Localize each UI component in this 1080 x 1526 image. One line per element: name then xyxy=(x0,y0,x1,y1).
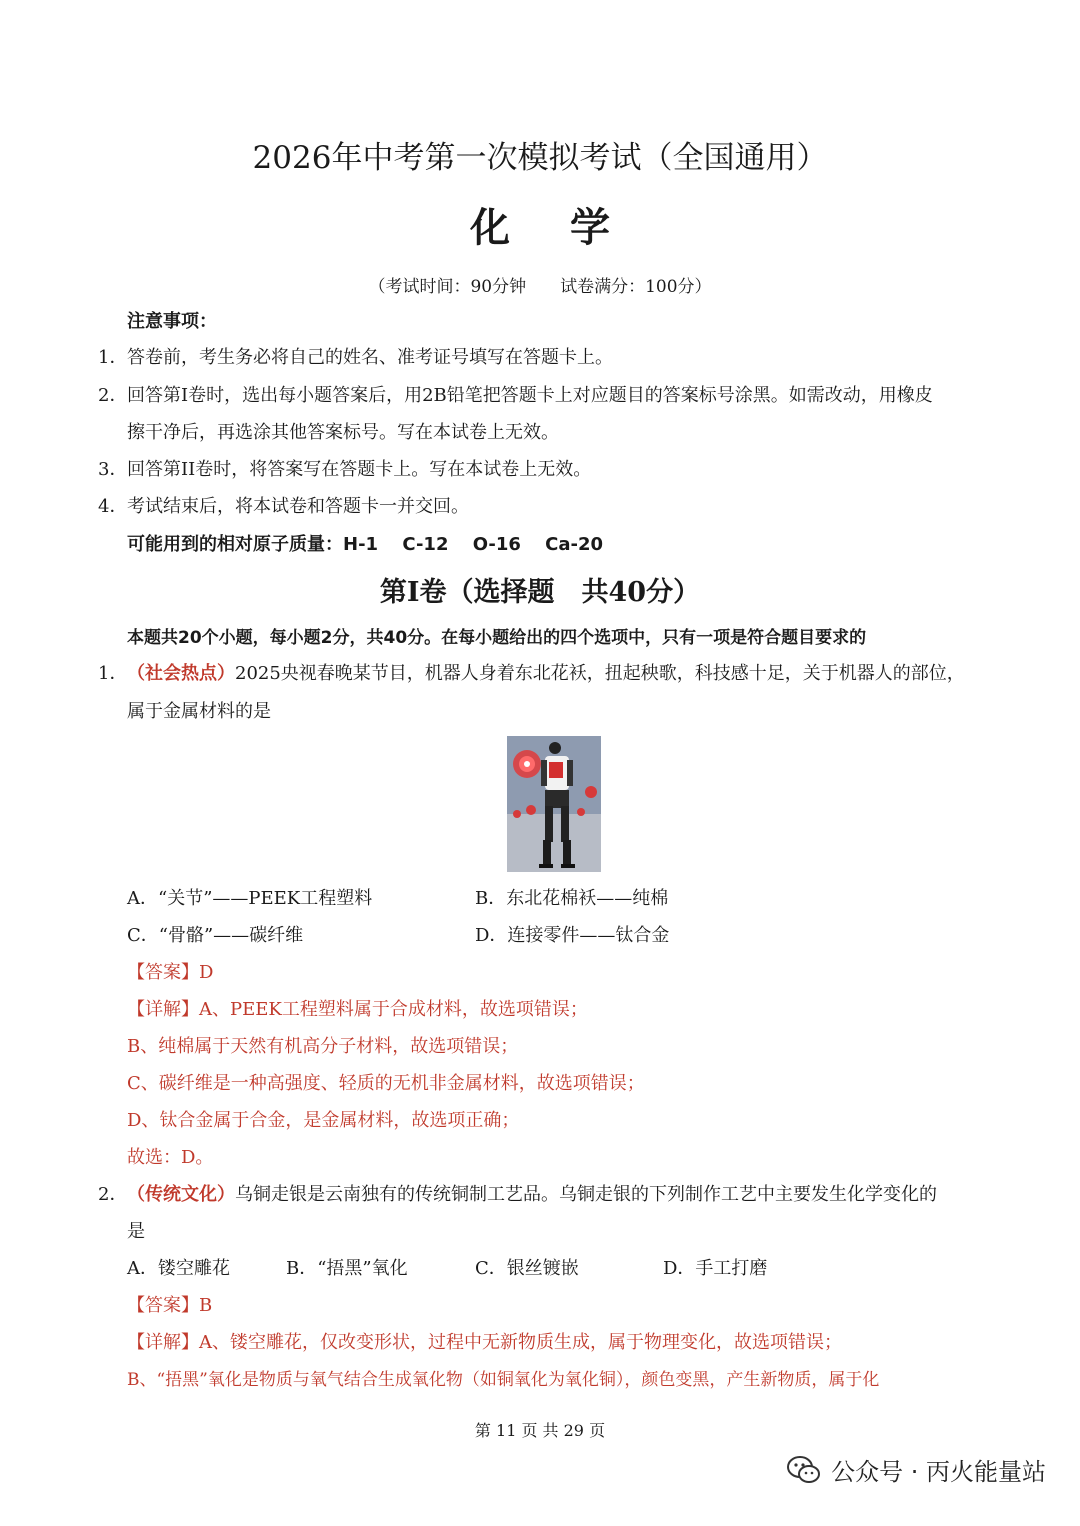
section-title: 第I卷（选择题 共40分） xyxy=(379,577,701,608)
q2-tag: （传统文化） xyxy=(127,1184,235,1205)
q2-option-a: A．镂空雕花 xyxy=(127,1258,230,1279)
q1-option-c: C．“骨骼”——碳纤维 xyxy=(127,925,304,946)
notice-item-2-num: 2． xyxy=(98,385,128,406)
page-number: 第 11 页 共 29 页 xyxy=(474,1421,606,1440)
q1-line-2: 属于金属材料的是 xyxy=(127,701,271,722)
q1-text: 2025央视春晚某节目，机器人身着东北花袄，扭起秧歌，科技感十足，关于机器人的部位， xyxy=(235,663,965,684)
notice-heading: 注意事项： xyxy=(127,311,217,332)
q2-explain-1: 【详解】A、镂空雕花，仅改变形状，过程中无新物质生成，属于物理变化，故选项错误； xyxy=(127,1332,842,1353)
q1-option-a: A．“关节”——PEEK工程塑料 xyxy=(127,888,373,909)
wechat-icon xyxy=(787,1455,821,1485)
q2-line-2: 是 xyxy=(127,1221,145,1242)
q1-explain-4: D、钛合金属于合金，是金属材料，故选项正确； xyxy=(127,1110,520,1131)
q2-explain-2: B、“捂黑”氧化是物质与氧气结合生成氧化物（如铜氧化为氧化铜），颜色变黑，产生新物质，属于化 xyxy=(127,1370,880,1390)
exam-info: （考试时间：90分钟 试卷满分：100分） xyxy=(368,277,712,297)
section-intro: 本题共20个小题，每小题2分，共40分。在每小题给出的四个选项中，只有一项是符合题目要求的 xyxy=(127,628,867,648)
robot-illustration xyxy=(507,736,601,872)
subject-title: 化学 xyxy=(470,204,670,251)
q2-number: 2． xyxy=(98,1184,128,1205)
exam-title: 2026年中考第一次模拟考试（全国通用） xyxy=(252,140,828,176)
q1-option-b: B．东北花棉袄——纯棉 xyxy=(475,888,669,909)
q1-explain-2: B、纯棉属于天然有机高分子材料，故选项错误； xyxy=(127,1036,519,1057)
notice-item-3-num: 3． xyxy=(98,459,128,480)
q1-conclusion: 故选：D。 xyxy=(127,1147,214,1168)
notice-item-1: 答卷前，考生务必将自己的姓名、准考证号填写在答题卡上。 xyxy=(127,347,613,368)
q2-answer: 【答案】B xyxy=(127,1295,213,1316)
robot-photo xyxy=(507,736,601,872)
q2-option-c: C．银丝镀嵌 xyxy=(475,1258,579,1279)
notice-item-4: 考试结束后，将本试卷和答题卡一并交回。 xyxy=(127,496,469,517)
q1-number: 1． xyxy=(98,663,128,684)
q2-option-b: B．“捂黑”氧化 xyxy=(286,1258,408,1279)
notice-item-1-num: 1． xyxy=(98,347,128,368)
notice-item-2-line-2: 擦干净后，再选涂其他答案标号。写在本试卷上无效。 xyxy=(127,422,559,443)
q1-tag: （社会热点） xyxy=(127,663,235,684)
notice-item-4-num: 4． xyxy=(98,496,128,517)
q1-option-d: D．连接零件——钛合金 xyxy=(475,925,670,946)
q1-answer: 【答案】D xyxy=(127,962,214,983)
notice-item-3: 回答第II卷时，将答案写在答题卡上。写在本试卷上无效。 xyxy=(127,459,592,480)
q2-option-d: D．手工打磨 xyxy=(663,1258,768,1279)
atomic-mass-line: 可能用到的相对原子质量：H-1 C-12 O-16 Ca-20 xyxy=(127,534,604,555)
watermark-text: 公众号 · 丙火能量站 xyxy=(831,1458,1046,1486)
q2-line-1 xyxy=(127,1183,937,1207)
q1-explain-3: C、碳纤维是一种高强度、轻质的无机非金属材料，故选项错误； xyxy=(127,1073,645,1094)
watermark xyxy=(787,1452,1046,1487)
q2-text: 乌铜走银是云南独有的传统铜制工艺品。乌铜走银的下列制作工艺中主要发生化学变化的 xyxy=(235,1184,937,1205)
notice-item-2-line-1: 回答第I卷时，选出每小题答案后，用2B铅笔把答题卡上对应题目的答案标号涂黑。如需改动，用橡皮 xyxy=(127,385,933,406)
q1-line-1 xyxy=(127,662,965,686)
q1-explain-1: 【详解】A、PEEK工程塑料属于合成材料，故选项错误； xyxy=(127,999,588,1020)
